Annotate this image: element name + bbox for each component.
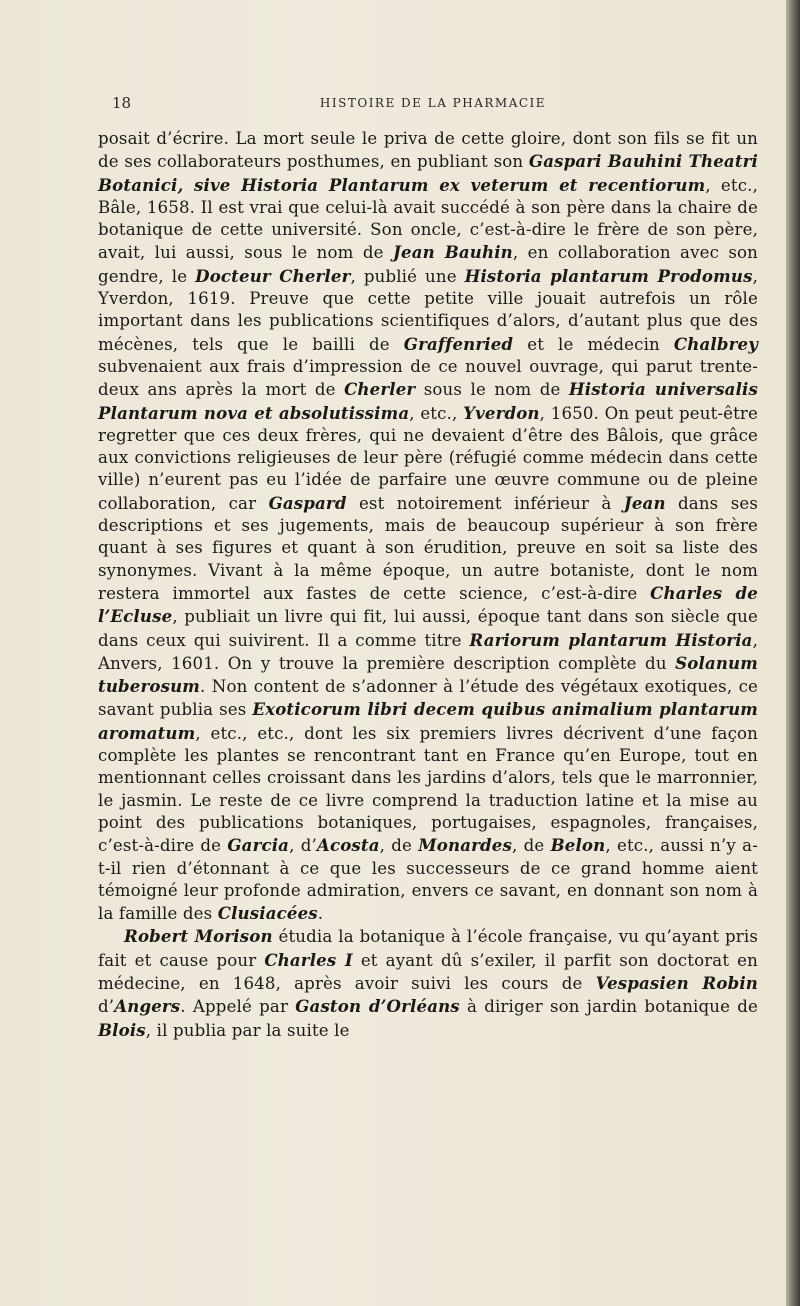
italic-name: Gaspari Bauhini Theatri Botanici, sive Historia Plantarum ex veterum et recentiorum xyxy=(98,151,758,195)
italic-name: Yverdon xyxy=(463,402,540,423)
italic-name: Blois xyxy=(98,1019,146,1040)
italic-name: Jean xyxy=(623,492,666,513)
page-header xyxy=(112,94,754,114)
text-run: , de xyxy=(511,836,551,856)
text-run: , etc., xyxy=(409,403,464,423)
italic-name: Jean Bauhin xyxy=(393,242,513,263)
running-title: HISTOIRE DE LA PHARMACIE xyxy=(319,96,547,110)
text-run: , Anvers, 1601. On y trouve la première description complète du xyxy=(98,630,758,673)
italic-name: Charles de l’Ecluse xyxy=(98,582,759,627)
italic-name: Cherler xyxy=(344,379,416,400)
text-run: et le médecin xyxy=(513,334,674,354)
text-run: , publiait un livre qui fit, lui aussi, époque tant dans son siècle que dans ceux qui suivirent. Il a comme titre xyxy=(98,607,758,650)
text-run: étudia la botanique à l’école française, vu qu’ayant pris fait et cause pour xyxy=(98,927,758,970)
body-text xyxy=(98,128,758,1042)
text-run: , de xyxy=(379,836,419,856)
text-run: subvenaient aux frais d’impression de ce nouvel ouvrage, qui parut trente-deux ans après la mort de xyxy=(98,356,758,400)
italic-name: Monardes xyxy=(418,835,512,856)
text-run: , etc., Bâle, 1658. Il est vrai que celui-là avait succédé à son père dans la chaire de botanique de cette université. Son oncle, c’est-à-dire le frère de son père, avait, lui aussi, sous le nom de xyxy=(98,175,758,263)
text-run: est notoirement inférieur à xyxy=(346,493,624,513)
text-run: , etc., etc., dont les six premiers livres décrivent d’une façon complète les plantes se rencontrant tant en France qu’en Europe, tout en mentionnant celles croissant dans les jardins d’alors, tels que le marronnier, le jasmin. Le reste de ce livre comprend la traduction latine et la mise au point des publications botaniques, portugaises, espagnoles, françaises, c’est-à-dire de xyxy=(98,723,758,856)
italic-name: Charles I xyxy=(264,949,353,970)
italic-name: Rariorum plantarum Historia xyxy=(469,629,753,650)
text-run: , en collaboration avec son gendre, le xyxy=(98,243,759,286)
text-run: , 1650. On peut peut-être regretter que ces deux frères, qui ne devaient d’être des Bâlois, que grâce aux convictions religieuses de leur père (réfugié comme médecin dans cette ville) n’eurent pas eu l’idée de parfaire une œuvre commune ou de pleine collaboration, car xyxy=(98,403,758,513)
italic-name: Docteur Cherler xyxy=(195,265,351,286)
text-run: et ayant dû s’exiler, il parfit son doctorat en médecine, en 1648, après avoir suivi les cours de xyxy=(98,950,758,993)
text-run: à diriger son jardin botanique de xyxy=(459,997,758,1017)
italic-name: Exoticorum libri decem quibus animalium plantarum aromatum xyxy=(98,699,758,743)
italic-name: Clusiacées xyxy=(217,903,318,924)
text-run: , Yverdon, 1619. Preuve que cette petite ville jouait autrefois un rôle important dans les publications scientifiques d’alors, d’autant plus que des mécènes, tels que le bailli de xyxy=(98,266,759,354)
text-run: , il publia par la suite le xyxy=(145,1020,350,1040)
italic-name: Angers xyxy=(114,996,181,1017)
italic-name: Gaston d’Orléans xyxy=(295,996,460,1017)
italic-name: Chalbrey xyxy=(673,333,758,354)
text-run: , etc., aussi n’y a-t-il rien d’étonnant à ce que les successeurs de ce grand homme aient témoigné leur profonde admiration, envers ce savant, en donnant son nom à la famille des xyxy=(98,836,758,924)
text-run: , publié une xyxy=(350,266,465,286)
italic-name: Graffenried xyxy=(403,333,514,354)
page-binding-edge xyxy=(786,0,800,1306)
text-run: posait d’écrire. La mort seule le priva de cette gloire, dont son fils se fit un de ses collaborateurs posthumes, en publiant son xyxy=(98,129,758,172)
paragraph-1 xyxy=(98,128,758,925)
italic-name: Garcia xyxy=(227,835,290,856)
text-run: , d’ xyxy=(289,836,317,856)
text-run: . Non content de s’adonner à l’étude des végétaux exotiques, ce savant publia ses xyxy=(98,677,758,720)
italic-name: Gaspard xyxy=(268,492,347,513)
italic-name: Robert Morison xyxy=(124,926,273,947)
italic-name: Belon xyxy=(550,835,606,856)
italic-name: Vespasien Robin xyxy=(595,972,758,993)
italic-name: Historia plantarum Prodomus xyxy=(464,265,753,286)
text-run: d’ xyxy=(98,997,115,1017)
page-number: 18 xyxy=(112,94,132,112)
paragraph-2 xyxy=(98,925,758,1041)
italic-name: Historia universalis Plantarum nova et absolutissima xyxy=(98,379,758,423)
text-run: dans ses descriptions et ses jugements, mais de beaucoup supérieur à son frère quant à ses figures et quant à son érudition, preuve en soit sa liste des synonymes. Vivant à la même époque, un autre botaniste, dont le nom restera immortel aux fastes de cette science, c’est-à-dire xyxy=(98,493,758,603)
text-run: . Appelé par xyxy=(180,997,296,1017)
italic-name: Acosta xyxy=(316,835,380,856)
text-run: . xyxy=(317,904,324,924)
text-run: sous le nom de xyxy=(415,380,569,400)
italic-name: Solanum tuberosum xyxy=(98,652,758,697)
